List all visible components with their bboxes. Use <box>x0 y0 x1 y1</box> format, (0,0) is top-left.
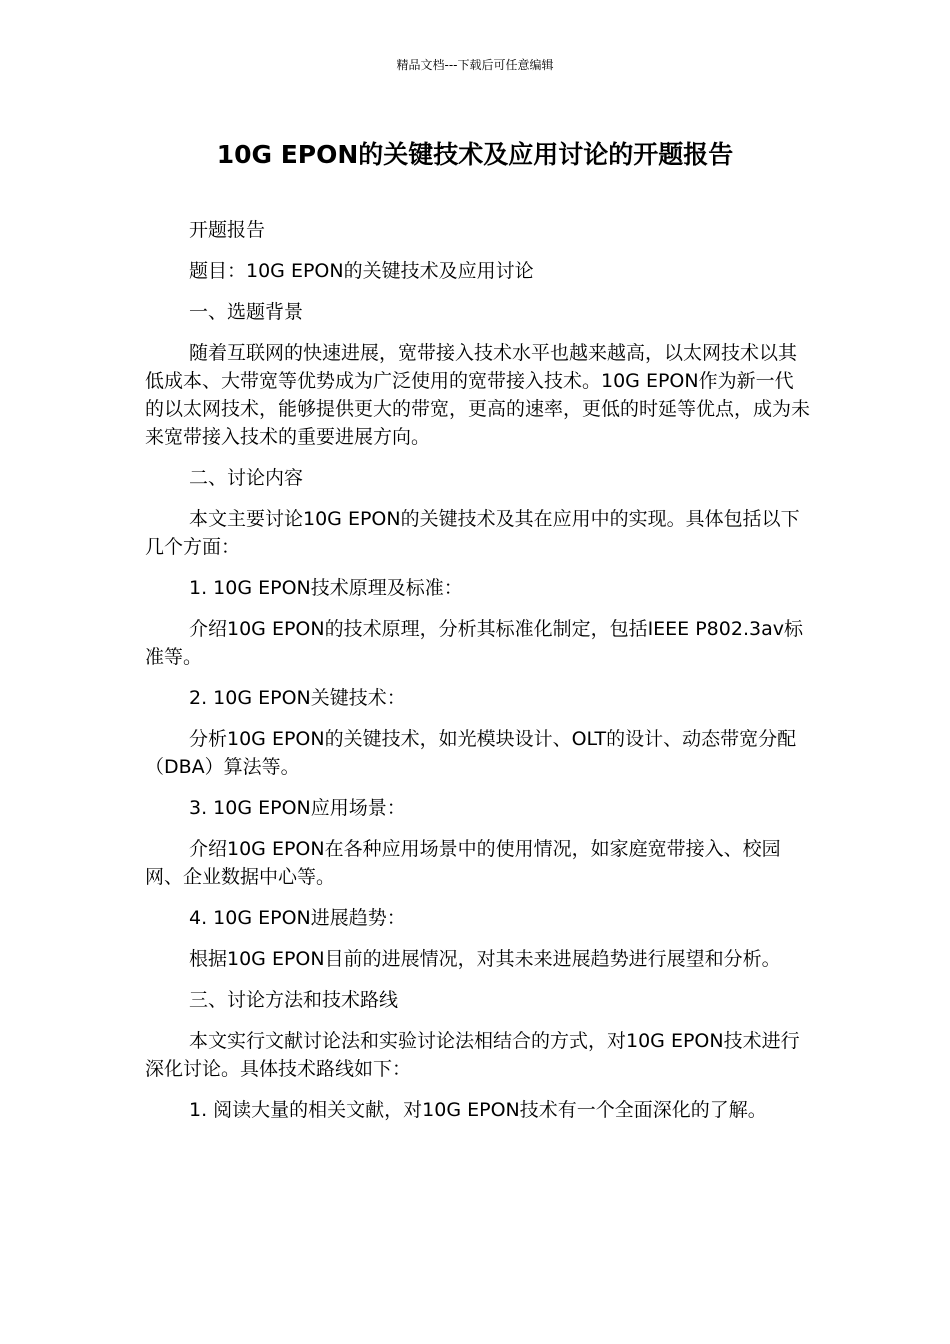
list-item-heading-4: 4. 10G EPON进展趋势： <box>189 907 406 929</box>
paragraph-methods: 本文实行文献讨论法和实验讨论法相结合的方式，对10G EPON技术进行深化讨论。具体技术路线如下： <box>145 1030 800 1080</box>
section-heading-content: 二、讨论内容 <box>189 467 304 489</box>
list-item-body-1: 介绍10G EPON的技术原理，分析其标准化制定，包括IEEE P802.3av标准等。 <box>145 618 803 668</box>
document-body <box>145 216 810 1137</box>
list-item-body-2: 分析10G EPON的关键技术，如光模块设计、OLT的设计、动态带宽分配（DBA）算法等。 <box>145 728 797 778</box>
list-item-heading-2: 2. 10G EPON关键技术： <box>189 687 406 709</box>
section-heading-methods: 三、讨论方法和技术路线 <box>189 989 399 1011</box>
header-note: 精品文档---下载后可任意编辑 <box>396 58 554 72</box>
list-item-heading-1: 1. 10G EPON技术原理及标准： <box>189 577 463 599</box>
section-heading-background: 一、选题背景 <box>189 301 304 323</box>
paragraph-report-label: 开题报告 <box>189 219 266 241</box>
list-item-heading-3: 3. 10G EPON应用场景： <box>189 797 406 819</box>
list-item-body-4: 根据10G EPON目前的进展情况，对其未来进展趋势进行展望和分析。 <box>189 948 781 970</box>
list-item-body-3: 介绍10G EPON在各种应用场景中的使用情况，如家庭宽带接入、校园网、企业数据中心等。 <box>145 838 781 888</box>
route-step-1: 1. 阅读大量的相关文献，对10G EPON技术有一个全面深化的了解。 <box>189 1099 767 1121</box>
paragraph-topic: 题目：10G EPON的关键技术及应用讨论 <box>189 260 534 282</box>
paragraph-content-intro: 本文主要讨论10G EPON的关键技术及其在应用中的实现。具体包括以下几个方面： <box>145 508 800 558</box>
document-title: 10G EPON的关键技术及应用讨论的开题报告 <box>216 140 734 169</box>
paragraph-background: 随着互联网的快速进展，宽带接入技术水平也越来越高，以太网技术以其低成本、大带宽等优势成为广泛使用的宽带接入技术。10G EPON作为新一代的以太网技术，能够提供更大的带宽，更高的速率，更低的时延等优点，成为未来宽带接入技术的重要进展方向。 <box>145 342 811 448</box>
